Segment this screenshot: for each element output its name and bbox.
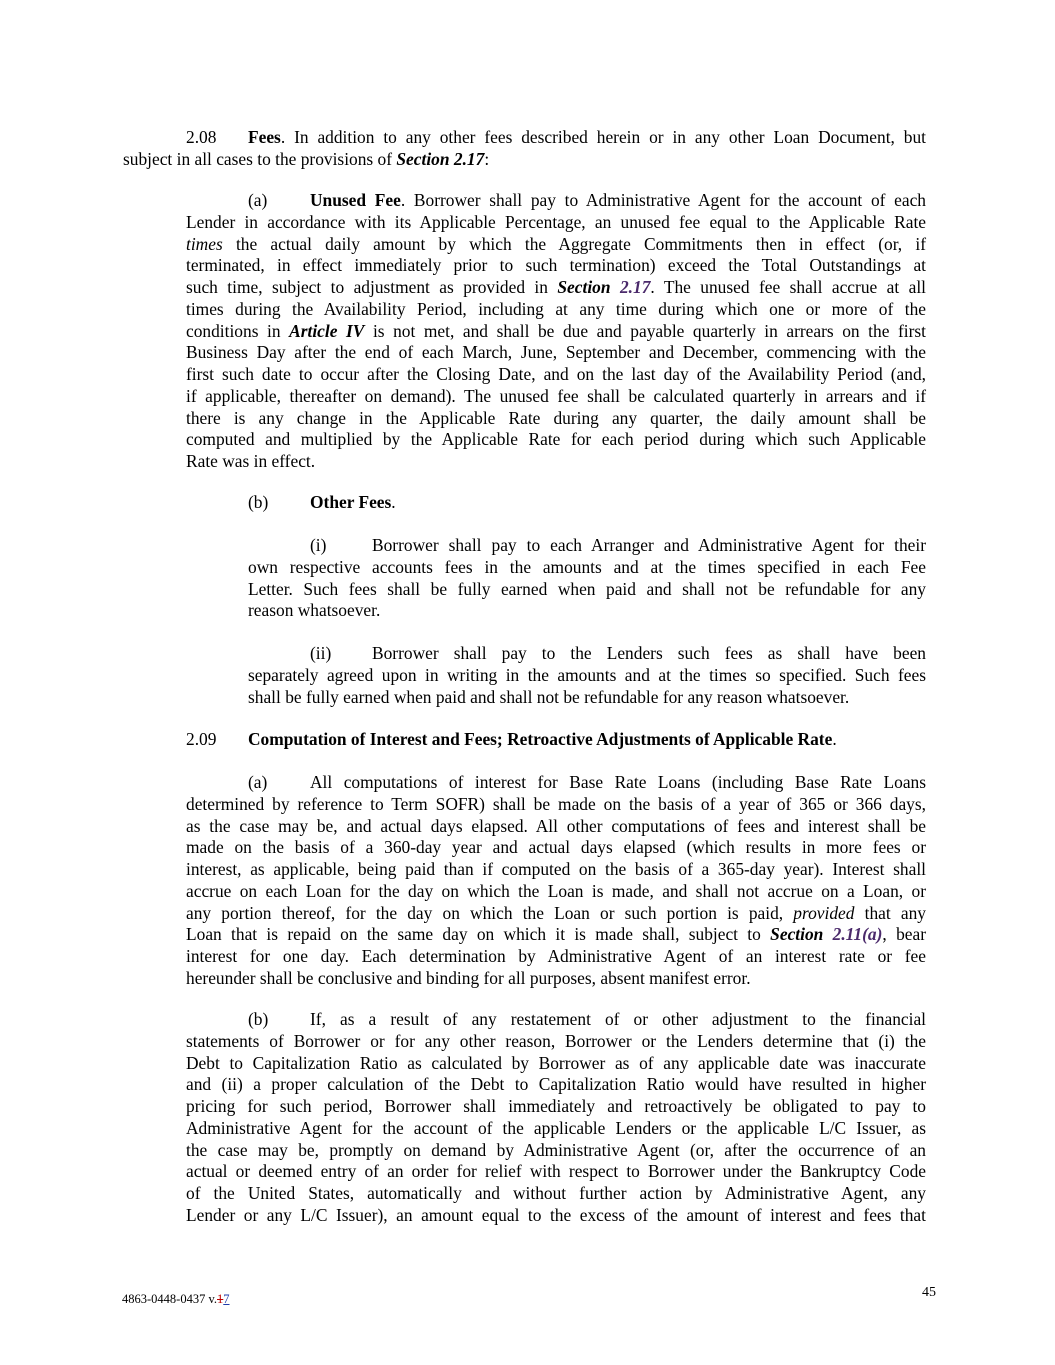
clause-label: (a) — [248, 190, 268, 210]
clause-label: (a) — [248, 772, 268, 792]
section-reference[interactable]: Section 2.11(a) — [770, 924, 883, 945]
deleted-version: 1 — [217, 1292, 224, 1306]
clause-label: (b) — [248, 1009, 269, 1029]
section-reference[interactable]: Section 2.17 — [557, 277, 651, 297]
section-2-08-intro: 2.08 Fees. In addition to any other fees described herein or in any other Loan Document, but subject in all cases to the provisions of Section 2.17: — [123, 127, 926, 169]
clause-title: Other Fees — [310, 492, 392, 512]
clause-2-08-b-ii: (ii) Borrower shall pay to the Lenders such fees as shall have been separately agreed upon in writing in the amounts and at the times so specified. Such fees shall be fully earned when paid and shall not be refundable for any reason whatsoever. — [248, 643, 926, 707]
clause-label: (i) — [310, 535, 327, 555]
section-number: 2.08 — [186, 127, 217, 147]
clause-label: (b) — [248, 492, 269, 512]
section-2-09-heading: 2.09 Computation of Interest and Fees; Retroactive Adjustments of Applicable Rate. — [186, 729, 837, 749]
clause-2-08-b-other-fees: (b) Other Fees. — [248, 492, 396, 512]
page-number: 45 — [922, 1285, 936, 1300]
clause-2-08-a-unused-fee: (a) Unused Fee. Borrower shall pay to Administrative Agent for the account of each Lender in accordance with its Applicable Percentage, an unused fee equal to the Applicable Rate times the actual daily amount by which the Aggregate Commitments then in effect (or, if terminated, in effect immediately prior to such termination) exceed the Total Outstandings at such time, subject to adjustment as provided in Section 2.17. The unused fee shall accrue at all times during the Availability Period, including at any time during which one or more of the conditions in Article IV is not met, and shall be due and payable quarterly in arrears on the first Business Day after the end of each March, June, September and December, commencing with the first such date to occur after the Closing Date, and on the last day of the Availability Period (and, if applicable, thereafter on demand). The unused fee shall be calculated quarterly in arrears and if there is any change in the Applicable Rate during any quarter, the daily amount shall be computed and multiplied by the Applicable Rate for each period during which such Applicable Rate was in effect. — [186, 190, 926, 471]
clause-2-09-a: (a) All computations of interest for Base Rate Loans (including Base Rate Loans determined by reference to Term SOFR) shall be made on the basis of a year of 365 or 366 days, as the case may be, and actual days elapsed. All other computations of fees and interest shall be made on the basis of a 360-day year and actual days elapsed (which results in more fees or interest, as applicable, being paid than if computed on the basis of a 365-day year). Interest shall accrue on each Loan for the day on which the Loan is made, and shall not accrue on a Loan, or any portion thereof, for the day on which the Loan or such portion is paid, provided that any Loan that is repaid on the same day on which it is made shall, subject to Section 2.11(a), bear interest for one day. Each determination by Administrative Agent of an interest rate or fee hereunder shall be conclusive and binding for all purposes, absent manifest error. — [186, 772, 926, 988]
article-reference[interactable]: Article IV — [289, 320, 365, 341]
section-title: Fees — [248, 127, 281, 147]
inserted-version: 7 — [223, 1292, 230, 1306]
clause-2-08-b-i: (i) Borrower shall pay to each Arranger and Administrative Agent for their own respective accounts fees in the amounts and at the times specified in each Fee Letter. Such fees shall be fully earned when paid and shall not be refundable for any reason whatsoever. — [248, 535, 926, 621]
clause-label: (ii) — [310, 643, 332, 663]
clause-title: Unused Fee — [310, 190, 401, 210]
section-title: Computation of Interest and Fees; Retroactive Adjustments of Applicable Rate — [248, 729, 833, 749]
section-number: 2.09 — [186, 729, 217, 749]
clause-2-09-b: (b) If, as a result of any restatement of or other adjustment to the financial statements of Borrower or for any other reason, Borrower or the Lenders determine that (i) the Debt to Capitalization Ratio as calculated by Borrower as of any applicable date was inaccurate and (ii) a proper calculation of the Debt to Capitalization Ratio would have resulted in higher pricing for such period, Borrower shall immediately and retroactively be obligated to pay to Administrative Agent for the account of the applicable Lenders or the applicable L/C Issuer, as the case may be, promptly on demand by Administrative Agent (or, after the occurrence of an actual or deemed entry of an order for relief with respect to Borrower under the Bankruptcy Code of the United States, automatically and without further action by Administrative Agent, any Lender or any L/C Issuer), an amount equal to the excess of the amount of interest and fees that — [186, 1009, 926, 1225]
document-id-footer: 4863-0448-0437 v.17 — [122, 1292, 230, 1306]
section-reference[interactable]: Section 2.17 — [396, 148, 485, 169]
